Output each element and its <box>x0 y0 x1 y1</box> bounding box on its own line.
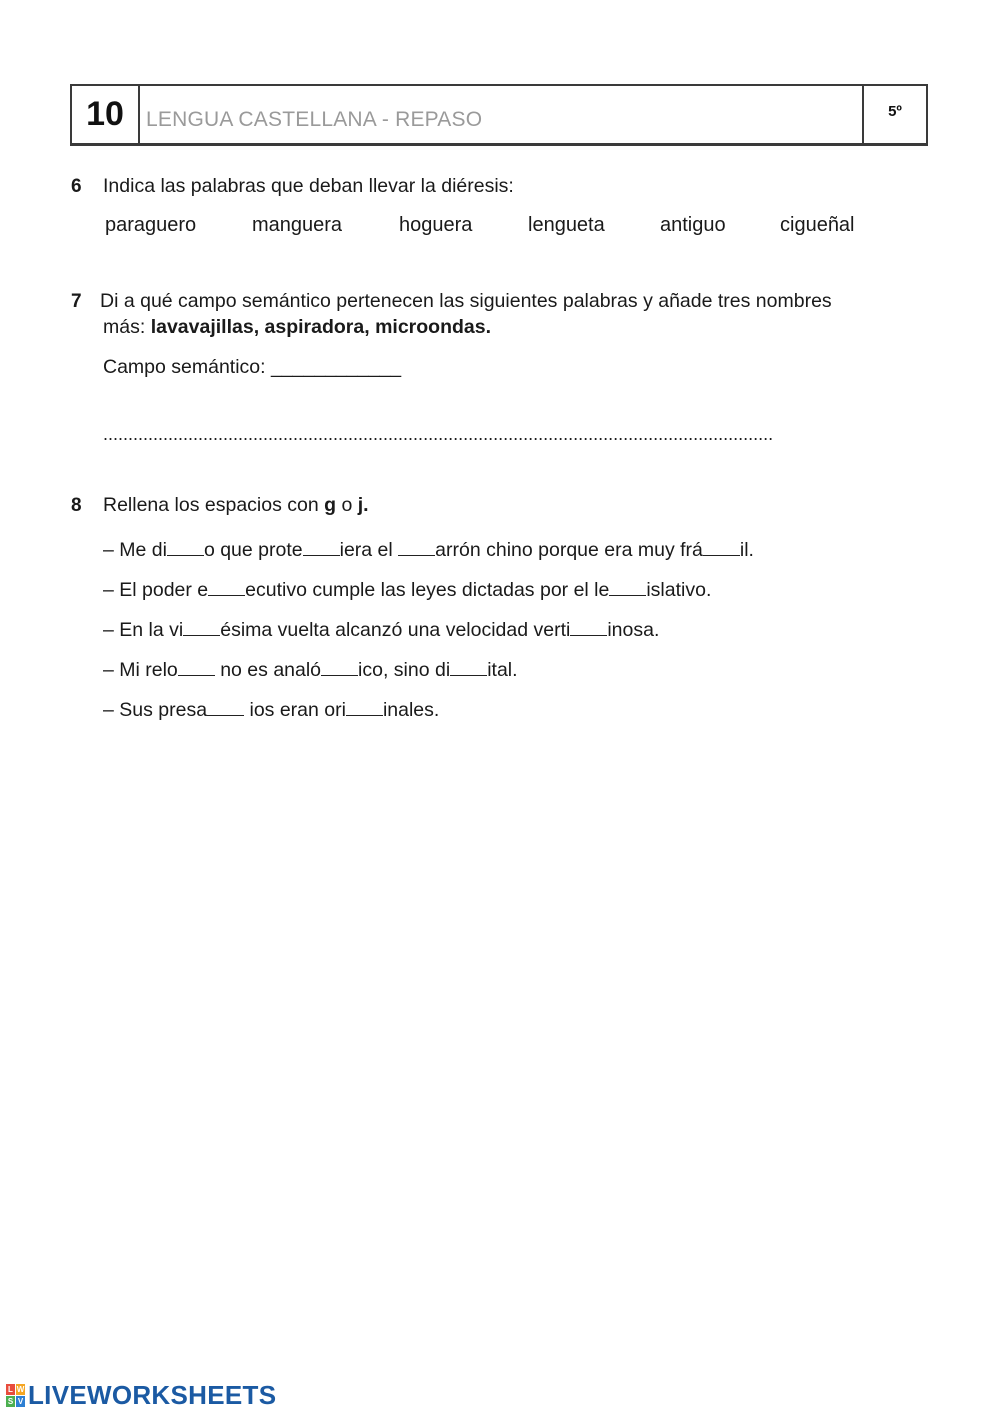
diaeresis-word[interactable]: manguera <box>252 214 343 236</box>
unit-number: 10 <box>72 86 140 143</box>
sentence-text: – Me di <box>103 539 167 561</box>
logo-square-icon: S <box>7 1397 14 1406</box>
logo-square-icon: L <box>6 1384 15 1395</box>
blank-input[interactable] <box>450 657 487 676</box>
sentence-text: ésima vuelta alcanzó una velocidad verti <box>220 619 571 641</box>
fill-sentence <box>103 657 518 682</box>
logo-text: LIVEWORKSHEETS <box>28 1380 277 1410</box>
question-7-words: lavavajillas, aspiradora, microondas. <box>150 316 492 338</box>
sentence-text: ital. <box>487 659 518 681</box>
blank-input[interactable] <box>398 537 435 556</box>
sentence-text: no es analó <box>214 659 322 681</box>
question-8-prompt-or: o <box>336 494 358 516</box>
fill-sentence <box>103 617 659 642</box>
diaeresis-word[interactable]: hoguera <box>399 214 473 236</box>
sentence-text: islativo. <box>646 579 712 601</box>
sentence-text: – Sus presa <box>103 699 208 721</box>
sentence-text: – Mi relo <box>103 659 178 681</box>
header-box <box>70 84 928 146</box>
sentence-text: – En la vi <box>103 619 184 641</box>
question-6-prompt: Indica las palabras que deban llevar la diéresis: <box>103 175 514 197</box>
blank-input[interactable] <box>570 617 607 636</box>
blank-input[interactable] <box>183 617 220 636</box>
blank-input[interactable] <box>703 537 740 556</box>
sentence-text: ecutivo cumple las leyes dictadas por el le <box>245 579 610 601</box>
blank-input[interactable] <box>321 657 358 676</box>
blank-input[interactable] <box>178 657 215 676</box>
question-7-prompt-line2 <box>103 314 491 340</box>
sentence-text: – El poder e <box>103 579 209 601</box>
question-8-prompt-prefix: Rellena los espacios con <box>103 494 325 516</box>
sentence-text: il. <box>739 539 754 561</box>
sentence-text: arrón chino porque era muy frá <box>435 539 703 561</box>
fill-sentence <box>103 697 439 722</box>
question-8-prompt <box>103 492 369 518</box>
diaeresis-word[interactable]: lengueta <box>528 214 605 236</box>
question-7-number: 7 <box>71 291 82 312</box>
liveworksheets-logo[interactable] <box>6 1380 276 1411</box>
fill-sentence <box>103 577 711 602</box>
diaeresis-word[interactable]: antiguo <box>660 214 726 236</box>
letter-g: g <box>324 494 337 516</box>
grade-label: 5º <box>862 86 926 143</box>
logo-square-icon: V <box>17 1397 24 1406</box>
blank-input[interactable] <box>208 577 245 596</box>
blank-input[interactable] <box>167 537 204 556</box>
logo-mark-icon <box>6 1384 25 1407</box>
question-8-number: 8 <box>71 495 82 516</box>
sentence-text: iera el <box>339 539 399 561</box>
blank-input[interactable] <box>303 537 340 556</box>
blank-input[interactable] <box>346 697 383 716</box>
semantic-field-input[interactable]: Campo semántico: ____________ <box>103 356 402 378</box>
blank-input[interactable] <box>609 577 646 596</box>
diaeresis-word[interactable]: paraguero <box>105 214 197 236</box>
question-7-prompt-prefix: más: <box>103 316 151 338</box>
subject-title: LENGUA CASTELLANA - REPASO <box>146 108 483 131</box>
sentence-text: ios eran ori <box>244 699 346 721</box>
sentence-text: o que prote <box>203 539 303 561</box>
sentence-text: inales. <box>382 699 440 721</box>
sentence-text: inosa. <box>607 619 660 641</box>
answer-dotted-line[interactable]: ...................................................................................................................................... <box>103 424 774 444</box>
question-7-prompt-line1: Di a qué campo semántico pertenecen las siguientes palabras y añade tres nombres <box>100 290 832 312</box>
sentence-text: ico, sino di <box>358 659 451 681</box>
fill-sentence <box>103 537 754 562</box>
blank-input[interactable] <box>207 697 244 716</box>
logo-square-icon: W <box>16 1385 25 1394</box>
question-6-number: 6 <box>71 176 82 197</box>
diaeresis-word[interactable]: cigueñal <box>780 214 855 236</box>
letter-j: j. <box>357 494 369 516</box>
